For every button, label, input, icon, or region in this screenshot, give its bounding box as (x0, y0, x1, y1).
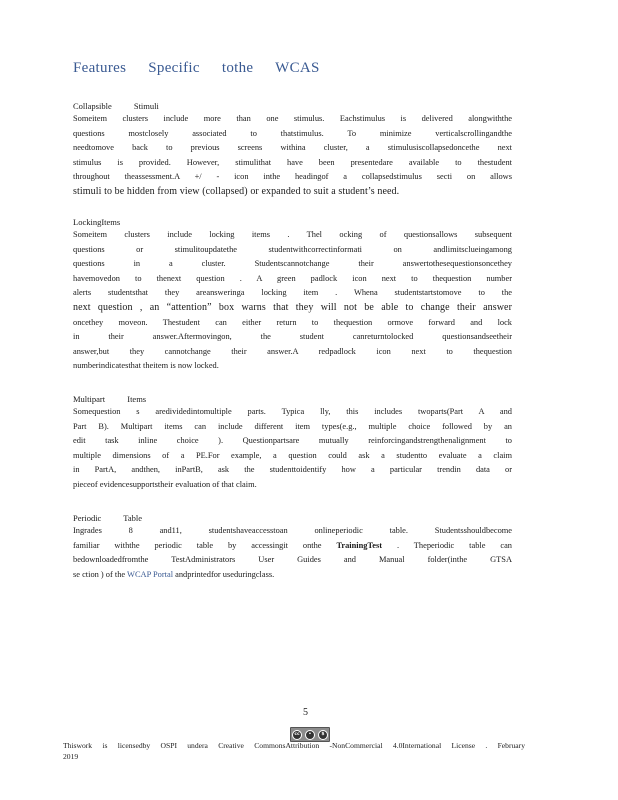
by-attribution-icon: • (305, 730, 315, 740)
paragraph-line: in their answer.Aftermovingon, the student canreturntolocked questionsandseetheir (73, 332, 512, 342)
paragraph-line: Somequestion s aredividedintomultiple parts. Typica lly, this includes twoparts(Part A and (73, 407, 512, 416)
paragraph-line: stimulus is provided. However, stimulithat have been presentedare available to thestudent (73, 157, 512, 167)
section-heading: Periodic Table (73, 513, 143, 523)
paragraph-line: questions or stimulitoupdatethe studentwithcorrectinformati on andlimitsclueingamong (73, 244, 512, 254)
text-span: se ction ) of the (73, 569, 128, 579)
paragraph-line: stimuli to be hidden from view (collapsed) or expanded to suit a student’s need. (73, 185, 400, 197)
paragraph-line: multiple dimensions of a PE.For example, a question could ask a studentto evaluate a claim (73, 450, 512, 460)
section-heading: Multipart Items (73, 394, 147, 404)
text-span: andprintedfor useduringclass. (173, 569, 275, 579)
paragraph-line: Ingrades 8 and11, studentshaveaccesstoan onlineperiodic table. Studentsshouldbecome (73, 526, 512, 535)
footer-license-text: Thiswork is licensedby OSPI undera Creative CommonsAttribution -NonCommercial 4.0International License . February (63, 741, 525, 750)
section-collapsible-stimuli (73, 100, 512, 200)
text-span: familiar withthe periodic table by accessingit onthe (73, 540, 337, 550)
paragraph-line (73, 539, 512, 554)
paragraph-line: oncethey moveon. Thestudent can either return to thequestion ormove forward and lock (73, 317, 512, 327)
paragraph-line: alerts studentsthat they areansweringa locking item . Whena studentstartstomove to the (73, 288, 512, 298)
paragraph-line (73, 568, 512, 583)
paragraph-line: in PartA, andthen, inPartB, ask the studenttoidentify how a particular trendin data or (73, 465, 512, 475)
paragraph-line: answer,but they cannotchange their answer.A redpadlock icon next to thequestion (73, 346, 512, 356)
paragraph-line: questions mostclosely associated to thatstimulus. To minimize verticalscrollingandthe (73, 128, 512, 138)
section-multipart-items (73, 393, 512, 493)
paragraph-line: questions in a cluster. Studentscannotchange their answertothesequestionsoncethey (73, 259, 512, 269)
noncommercial-icon: $ (318, 730, 328, 740)
footer-year: 2019 (63, 752, 79, 761)
paragraph-line: Someitem clusters include more than one stimulus. Eachstimulus is delivered alongwiththe (73, 114, 512, 123)
cc-license-label: cc (292, 730, 302, 740)
paragraph-line: Part B). Multipart items can include different item types(e.g., multiple choice followed by an (73, 421, 512, 431)
page-title: Features Specific tothe WCAS (73, 60, 320, 76)
paragraph-line: edit task inline choice ). Questionpartsare mutually reinforcingandstrengthenalignment to (73, 436, 512, 446)
paragraph-line: pieceof evidencesupportstheir evaluation of that claim. (73, 479, 257, 489)
emphasis-text: TrainingTest (336, 540, 383, 550)
paragraph-line: needtomove back to previous screens withina cluster, a stimulusiscollapsedoncethe next (73, 143, 512, 153)
paragraph-line: throughout theassessment.A +/ - icon inthe headingof a collapsedstimulus secti on allows (73, 172, 512, 182)
text-span: . Theperiodic table can (382, 540, 512, 550)
section-heading: LockingItems (73, 217, 121, 227)
paragraph-line: havemovedon to thenext question . A green padlock icon next to thequestion number (73, 273, 512, 283)
page-number: 5 (303, 707, 308, 718)
section-locking-items (73, 216, 512, 374)
paragraph-line: numberindicatesthat theitem is now locked. (73, 361, 219, 371)
paragraph-line: bedownloadedfromthe TestAdministrators User Guides and Manual folder(inthe GTSA (73, 555, 512, 565)
paragraph-line: next question , an “attention” box warns that they will not be able to change their answer (73, 301, 512, 313)
footer (63, 740, 525, 762)
wcap-portal-link[interactable]: WCAP Portal (127, 569, 174, 579)
section-heading: Collapsible Stimuli (73, 101, 159, 111)
section-periodic-table (73, 512, 512, 582)
paragraph-line: Someitem clusters include locking items . Thel ocking of questionsallows subsequent (73, 230, 512, 239)
